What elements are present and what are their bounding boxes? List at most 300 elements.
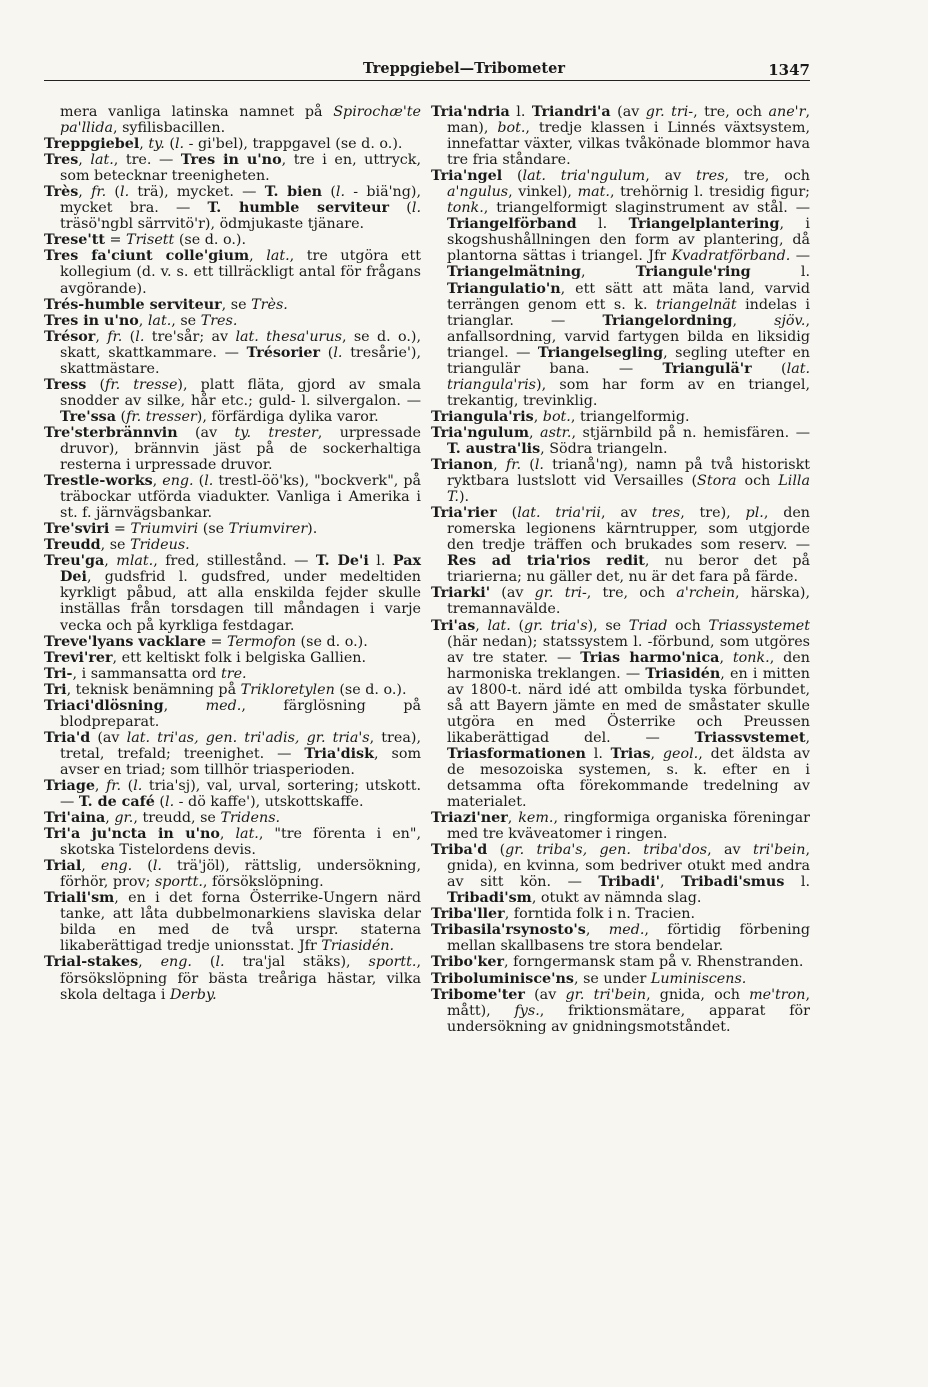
entry-text: tresårie'), skattmästare.	[60, 344, 422, 377]
entry-text: —	[790, 248, 810, 265]
entry-text: =	[205, 633, 228, 650]
dictionary-entry	[431, 922, 810, 954]
dictionary-entry	[44, 650, 421, 666]
entry-headword: Tri'aina	[44, 810, 106, 827]
entry-text: , forngermansk stam på v. Rhenstranden.	[504, 954, 804, 971]
dictionary-entry	[44, 425, 421, 473]
entry-headword: Triangule'ring	[635, 264, 751, 281]
entry-italic-text: tres	[696, 168, 725, 185]
entry-text: l.	[585, 745, 611, 762]
entry-headword: T. austra'lis	[447, 440, 541, 457]
entry-italic-text: lat. tri'as, gen. tri'adis, gr. tria's	[126, 729, 370, 746]
entry-text: , anfallsordning, varvid fartygen bilda en liksidig triangel. —	[447, 312, 810, 361]
entry-text: ).	[307, 521, 318, 538]
entry-headword: Treppgiebel	[44, 136, 140, 153]
entry-headword: Triarki'	[431, 585, 491, 602]
entry-text: , trehörnig l. tresidig figur;	[609, 184, 810, 201]
entry-text: ), förfärdiga dylika varor.	[196, 408, 379, 425]
right-column	[431, 104, 810, 1035]
entry-text: =	[104, 232, 127, 249]
entry-text: , syfilisbacillen.	[113, 120, 226, 137]
dictionary-entry	[44, 682, 421, 698]
entry-text: (	[154, 794, 166, 811]
dictionary-entry	[44, 329, 421, 377]
entry-text: - gi'bel), trappgavel (se d. o.).	[184, 136, 403, 153]
entry-italic-text: gr. triba's, gen. triba'dos	[505, 842, 708, 859]
entry-text: , triangelformig.	[570, 408, 690, 425]
entry-text: ), platt fläta, gjord av smala snodder av silke, hår etc.; guld- l. silvergalon. —	[60, 376, 422, 409]
entry-italic-text: lat. thesa'urus	[235, 328, 342, 345]
entry-italic-text: pl.	[745, 505, 764, 522]
entry-italic-text: Stora	[697, 473, 737, 490]
entry-italic-text: l.	[335, 184, 346, 201]
entry-headword: Triali'sm	[44, 890, 115, 907]
entry-italic-text: Luminiscens.	[650, 970, 747, 987]
entry-italic-text: mat.	[577, 184, 610, 201]
entry-text: l.	[576, 216, 629, 233]
entry-italic-text: tre.	[220, 665, 247, 682]
entry-text: ), se	[587, 617, 629, 634]
dictionary-entry	[431, 425, 810, 457]
entry-italic-text: eng.	[162, 473, 194, 490]
entry-text: (	[121, 777, 134, 794]
dictionary-entry	[44, 698, 421, 730]
entry-text: , segling utefter en triangulär bana. —	[447, 344, 810, 377]
entry-headword: Triasidén	[645, 665, 721, 682]
dictionary-entry	[44, 553, 421, 633]
entry-text: trä), mycket. —	[129, 184, 265, 201]
dictionary-entry	[431, 810, 810, 842]
dictionary-entry	[44, 297, 421, 313]
dictionary-entry	[44, 666, 421, 682]
entry-text: , treudd, se	[133, 810, 221, 827]
entry-text: , teknisk benämning på	[66, 681, 241, 698]
entry-text: , av	[707, 842, 753, 859]
entry-italic-text: fys.	[514, 1002, 540, 1019]
entry-text: ,	[732, 312, 775, 329]
entry-italic-text: lat.	[266, 248, 290, 265]
entry-text: , av	[645, 168, 697, 185]
entry-italic-text: eng.	[100, 858, 133, 875]
entry-text: (	[751, 360, 787, 377]
entry-italic-text: astr.	[540, 424, 572, 441]
entry-text: , man),	[447, 104, 810, 137]
entry-italic-text: a'ngulus	[447, 184, 509, 201]
entry-italic-text: gr.	[114, 810, 134, 827]
dictionary-entry	[44, 858, 421, 890]
entry-italic-text: ane'r	[768, 104, 806, 120]
entry-text: ,	[650, 745, 663, 762]
dictionary-entry	[431, 987, 810, 1035]
entry-headword: Trés-humble serviteur	[44, 296, 222, 313]
entry-text: , ringformiga organiska föreningar med tre kväveatomer i ringen.	[447, 810, 810, 843]
entry-italic-text: l.	[333, 344, 343, 361]
entry-headword: Trial-stakes	[44, 954, 139, 971]
entry-text: , tre, och	[724, 168, 811, 185]
entry-headword: Triaci'dlösning	[44, 697, 164, 714]
entry-headword: Triage	[44, 777, 95, 794]
entry-italic-text: tonk.	[447, 200, 484, 217]
dictionary-entry	[44, 377, 421, 425]
dictionary-entry	[431, 409, 810, 425]
entry-text: ,	[104, 553, 117, 570]
entry-text: , se	[171, 312, 201, 329]
entry-headword: Tre'sviri	[44, 521, 110, 538]
entry-text: , se	[221, 296, 252, 313]
entry-headword: Tre'sterbrännvin	[44, 424, 178, 441]
entry-headword: Triba'ller	[431, 906, 505, 923]
entry-headword: Treu'ga	[44, 553, 105, 570]
entry-text: ,	[507, 810, 519, 827]
entry-headword: Tria'ngel	[431, 168, 503, 185]
entry-text: , se under	[573, 970, 651, 987]
entry-italic-text: l.	[411, 200, 421, 217]
header-rule	[44, 80, 810, 81]
entry-headword: Tria'ngulum	[431, 424, 529, 441]
entry-italic-text: bot.	[497, 120, 526, 137]
entry-text: , färglösning på blodpreparat.	[60, 697, 421, 730]
entry-text: ,	[95, 328, 108, 345]
entry-headword: Triangelplantering	[628, 216, 780, 233]
entry-italic-text: kem.	[518, 810, 554, 827]
entry-text: , härska), tremannavälde.	[447, 585, 810, 618]
entry-text: ,	[533, 408, 543, 425]
entry-italic-text: gr. tri-	[534, 585, 587, 602]
entry-italic-text: med.	[608, 922, 645, 939]
entry-text: , det äldsta av de mesozoiska systemen, s. k. efter en i detsamma ofta förekommande tredelning av materialet.	[447, 745, 810, 811]
entry-text: ,	[81, 858, 101, 875]
entry-headword: Treve'lyans vacklare	[44, 633, 206, 650]
dictionary-entry	[44, 136, 421, 152]
entry-text: (	[132, 858, 153, 875]
entry-headword: Triba'd	[431, 842, 488, 859]
entry-italic-text: Lilla T.	[447, 473, 810, 506]
entry-text: ,	[249, 248, 267, 265]
entry-italic-text: Trikloretylen	[240, 681, 335, 698]
entry-headword: Trestle-works	[44, 473, 153, 490]
entry-text: ,	[580, 264, 636, 281]
entry-text: (se d. o.).	[296, 633, 368, 650]
entry-headword: Tres in u'no	[44, 312, 139, 329]
entry-text: , stjärnbild på n. hemisfären. —	[571, 424, 810, 441]
entry-headword: Tria'disk	[304, 745, 374, 762]
entry-text: - biä'ng), mycket bra. —	[60, 184, 422, 217]
entry-text: (av	[177, 424, 235, 441]
entry-text: , mått),	[447, 986, 810, 1019]
entry-text: (	[502, 168, 523, 185]
entry-text: (	[521, 457, 535, 474]
entry-italic-text: gr. tria's	[524, 617, 588, 634]
entry-text: , i sammansatta ord	[72, 665, 221, 682]
entry-italic-text: lat. tria'ngulum	[522, 168, 646, 185]
entry-text: , tre, och	[586, 585, 677, 602]
entry-italic-text: lat. triangula'ris	[447, 360, 811, 393]
entry-headword: Triangula'ris	[431, 408, 534, 425]
entry-text: , vinkel),	[508, 184, 578, 201]
entry-text: (	[191, 954, 216, 971]
dictionary-entry	[431, 842, 810, 906]
entry-italic-text: gr. tri-	[645, 104, 694, 120]
entry-italic-text: eng.	[160, 954, 192, 971]
dictionary-entry	[431, 168, 810, 409]
entry-italic-text: fr. tresser	[126, 408, 197, 425]
entry-italic-text: tri'bein	[752, 842, 806, 859]
entry-text: (	[510, 617, 525, 634]
entry-italic-text: fr.	[91, 184, 107, 201]
entry-text: (se d. o.).	[334, 681, 407, 698]
entry-text: ).	[458, 489, 470, 506]
entry-text: (	[115, 408, 127, 425]
entry-italic-text: l.	[534, 457, 544, 474]
entry-headword: Tria'rier	[431, 505, 497, 522]
entry-italic-text: Tridens.	[220, 810, 281, 827]
entry-italic-text: Trisett	[126, 232, 175, 249]
entry-text: (se d. o.).	[174, 232, 247, 249]
entry-headword: Tress	[44, 376, 87, 393]
entry-italic-text: gr. tri'bein	[565, 986, 647, 1003]
entry-italic-text: Tres.	[200, 312, 238, 329]
entry-text: (	[320, 344, 334, 361]
entry-italic-text: bot.	[542, 408, 571, 425]
entry-italic-text: Termofon	[227, 633, 297, 650]
entry-text: , tre),	[680, 505, 746, 522]
entry-text: (	[122, 328, 136, 345]
dictionary-entry	[44, 954, 421, 1002]
entry-headword: Trias	[610, 745, 651, 762]
entry-text: (	[86, 376, 106, 393]
dictionary-entry	[44, 778, 421, 810]
entry-italic-text: tres	[651, 505, 681, 522]
entry-text: ,	[138, 312, 148, 329]
entry-text: ,	[78, 152, 91, 169]
entry-text: l.	[784, 874, 811, 891]
dictionary-entry	[44, 232, 421, 248]
entry-text: ,	[528, 424, 541, 441]
entry-italic-text: sjöv.	[774, 312, 806, 329]
entry-text: , den harmoniska treklangen. —	[447, 649, 810, 682]
entry-headword: T. de café	[78, 794, 155, 811]
entry-italic-text: Triumviri	[130, 521, 199, 538]
entry-headword: Triasformationen	[447, 745, 586, 762]
entry-text: , Södra triangeln.	[540, 440, 668, 457]
entry-italic-text: Derby.	[170, 986, 217, 1003]
entry-text: ,	[475, 617, 488, 634]
entry-text: ,	[78, 184, 92, 201]
dictionary-entry	[44, 537, 421, 553]
entry-italic-text: Triasidén.	[321, 938, 395, 955]
entry-text: (	[496, 505, 518, 522]
entry-italic-text: Triassystemet	[708, 617, 810, 634]
entry-text: , trea), tretal, trefald; treenighet. —	[60, 729, 421, 762]
entry-headword: Pax Dei	[60, 553, 421, 586]
dictionary-entry	[431, 457, 810, 505]
entry-text: träsö'ngbl särrvitö'r), ödmjukaste tjänare.	[60, 216, 365, 233]
entry-text: , försökslöpning.	[202, 874, 324, 891]
entry-italic-text: sportt.	[368, 954, 417, 971]
entry-text: , otukt av nämnda slag.	[531, 890, 702, 907]
entry-italic-text: l.	[135, 328, 145, 345]
entry-headword: T. De'i	[315, 553, 369, 570]
entry-text: tria'sj), val, urval, sortering; utskott. —	[60, 777, 421, 811]
dictionary-entry	[431, 104, 810, 168]
entry-text: (se	[198, 521, 229, 538]
entry-text: , ett sätt att mäta land, varvid terrängen genom ett s. k.	[447, 280, 810, 313]
dictionary-entry	[431, 618, 810, 811]
entry-text: (av	[90, 729, 127, 746]
entry-text: trianå'ng), namn på två historiskt ryktbara lustslott vid Versailles (	[447, 457, 810, 490]
entry-text: (	[164, 136, 175, 153]
entry-text: (	[322, 184, 336, 201]
entry-headword: T. humble serviteur	[207, 200, 390, 217]
entry-headword: Triazi'ner	[431, 810, 508, 827]
entry-text: - dö kaffe'), utskottskaffe.	[174, 794, 364, 811]
entry-headword: Tribo'ker	[431, 954, 505, 971]
entry-text: , triangelformigt slaginstrument av stål. —	[483, 200, 810, 217]
dictionary-entry	[44, 730, 421, 778]
entry-text: , "tre förenta i en", skotska Tistelordens devis.	[60, 826, 422, 859]
entry-headword: Triboluminisce'ns	[431, 970, 574, 987]
entry-headword: Triangelförband	[447, 216, 577, 233]
dictionary-entry	[431, 585, 810, 617]
entry-headword: Tria'd	[44, 729, 91, 746]
entry-text: , tre. —	[113, 152, 181, 169]
entry-text: , av	[601, 505, 652, 522]
entry-text: ,	[493, 457, 506, 474]
dictionary-entry	[44, 248, 421, 296]
entry-text: (	[389, 200, 412, 217]
entry-text: , gnida), en kvinna, som bedriver otukt med andra av sitt kön. —	[447, 842, 811, 891]
entry-headword: Triangulä'r	[662, 360, 752, 377]
entry-text: indelas i trianglar. —	[447, 296, 810, 329]
dictionary-entry	[431, 954, 810, 970]
entry-headword: Très	[44, 184, 79, 201]
entry-text: ,	[805, 729, 810, 746]
entry-text: , tre utgöra ett kollegium (d. v. s. ett tillräckligt antal för frågans avgörande).	[60, 248, 421, 297]
entry-italic-text: mlat.	[116, 553, 154, 570]
entry-text: tra'jal stäks),	[224, 954, 369, 971]
entry-italic-text: me'tron	[749, 986, 806, 1003]
entry-text: , som avser en triad; som tillhör triasperioden.	[60, 745, 421, 778]
entry-text: ,	[219, 826, 236, 843]
dictionary-entry	[431, 971, 810, 987]
entry-text: ,	[660, 874, 682, 891]
entry-italic-text: tonk.	[732, 649, 770, 666]
entry-italic-text: triangelnät	[656, 296, 737, 313]
entry-text: , tre i en, uttryck, som betecknar treenigheten.	[60, 152, 421, 185]
entry-text: , tre, och	[693, 104, 769, 120]
entry-text: (av	[610, 104, 646, 120]
entry-text: , urpressade druvor), brännvin jäst på de sockerhaltiga resterna i urpressade druvor.	[60, 424, 422, 474]
entry-italic-text: lat.	[487, 617, 511, 634]
entry-text: , i skogshushållningen den form av plantering, då plantorna sättas i triangel. Jfr	[447, 216, 810, 265]
entry-headword: Tria'ndria	[431, 104, 510, 120]
entry-text: trä'jöl), rättslig, undersökning, förhör, prov;	[60, 858, 421, 891]
entry-italic-text: lat.	[147, 312, 172, 329]
dictionary-entry	[44, 826, 421, 858]
entry-headword: Trésor	[44, 328, 96, 345]
entry-headword: Trias harmo'nica	[580, 649, 720, 666]
entry-headword: Triangelmätning	[447, 264, 581, 281]
entry-text: l.	[509, 104, 532, 120]
entry-italic-text: Triad	[628, 617, 668, 634]
running-header-title: Treppgiebel—Tribometer	[363, 60, 565, 77]
dictionary-entry	[44, 473, 421, 521]
entry-text: , den romerska legionens kärntrupper, som utgjorde den tredje träffen och brukades som reserv. —	[447, 505, 811, 554]
dictionary-entry	[44, 104, 421, 136]
entry-headword: Trésorier	[246, 344, 321, 361]
entry-text: l.	[368, 553, 393, 570]
entry-headword: Tribadi'smus	[681, 874, 785, 891]
entry-text: (av	[490, 585, 535, 602]
entry-headword: Triangelordning	[602, 312, 733, 329]
dictionary-entry	[431, 505, 810, 585]
entry-headword: Triandri'a	[531, 104, 611, 120]
dictionary-entry	[44, 521, 421, 537]
entry-text: , försökslöpning för bästa treåriga hästar, vilka skola deltaga i	[60, 954, 421, 1003]
entry-text: , tredje klassen i Linnés växtsystem, innefattar växter, vilkas tvåkönade blommor hava tre fria ståndare.	[447, 120, 810, 169]
entry-headword: Trese'tt	[44, 232, 105, 249]
entry-italic-text: l.	[215, 954, 225, 971]
entry-italic-text: Kvadratförband.	[671, 248, 791, 265]
entry-text: , fred, stillestånd. —	[153, 553, 316, 570]
entry-text: , nu beror det på triarierna; nu gäller det, nu är det fara på färde.	[447, 553, 810, 586]
entry-headword: Treudd	[44, 537, 101, 554]
entry-italic-text: a'rchein	[676, 585, 736, 602]
entry-italic-text: l.	[174, 136, 185, 153]
entry-italic-text: Très.	[251, 296, 288, 313]
entry-text: , ett keltiskt folk i belgiska Gallien.	[112, 649, 367, 666]
entry-italic-text: l.	[204, 473, 214, 490]
entry-italic-text: fr. tresse	[105, 376, 178, 393]
entry-italic-text: l.	[165, 794, 175, 811]
entry-text: =	[109, 521, 131, 538]
entry-italic-text: geol.	[662, 745, 699, 762]
entry-italic-text: ty. trester	[234, 424, 318, 441]
entry-text: ,	[94, 777, 106, 794]
entry-text: trestl-öö'ks), "bockverk", på träbockar utförda viadukter. Vanliga i Amerika i st. f. järnvägsbankar.	[60, 473, 421, 522]
entry-italic-text: l.	[152, 858, 162, 875]
entry-italic-text: sportt.	[154, 874, 203, 891]
entry-italic-text: Triumvirer	[228, 521, 308, 538]
entry-italic-text: l.	[133, 777, 143, 794]
entry-italic-text: Trideus.	[130, 537, 190, 554]
entry-italic-text: lat.	[90, 152, 114, 169]
entry-text: ,	[585, 922, 609, 939]
entry-headword: Tres fa'ciunt colle'gium	[44, 248, 250, 265]
entry-headword: Tri'a ju'ncta in u'no	[44, 826, 220, 843]
entry-headword: Trianon	[431, 457, 494, 474]
entry-headword: Tri'as	[431, 617, 476, 634]
entry-headword: Tre'ssa	[60, 408, 116, 425]
entry-headword: Triassvstemet	[694, 729, 806, 746]
dictionary-entry	[431, 906, 810, 922]
entry-text: , en i mitten av 1800-t. närd idé att ombilda tyska förbundet, så att Bayern jämte en med de småstater skulle utgöra en med Österrike och Preussen likaberättigad del. —	[447, 665, 810, 746]
dictionary-entry	[44, 152, 421, 184]
entry-text: och	[736, 473, 779, 490]
entry-italic-text: l.	[120, 184, 130, 201]
left-column	[44, 104, 421, 1003]
entry-italic-text: fr.	[105, 777, 122, 794]
entry-italic-text: fr.	[505, 457, 522, 474]
entry-text: (	[106, 184, 121, 201]
entry-headword: Triangelsegling	[537, 344, 664, 361]
entry-text: l.	[750, 264, 810, 281]
dictionary-entry	[44, 313, 421, 329]
entry-italic-text: Spirochæ'te pa'llida	[60, 104, 421, 137]
entry-headword: Trevi'rer	[44, 649, 113, 666]
dictionary-entry	[44, 184, 421, 232]
entry-italic-text: lat.	[235, 826, 259, 843]
